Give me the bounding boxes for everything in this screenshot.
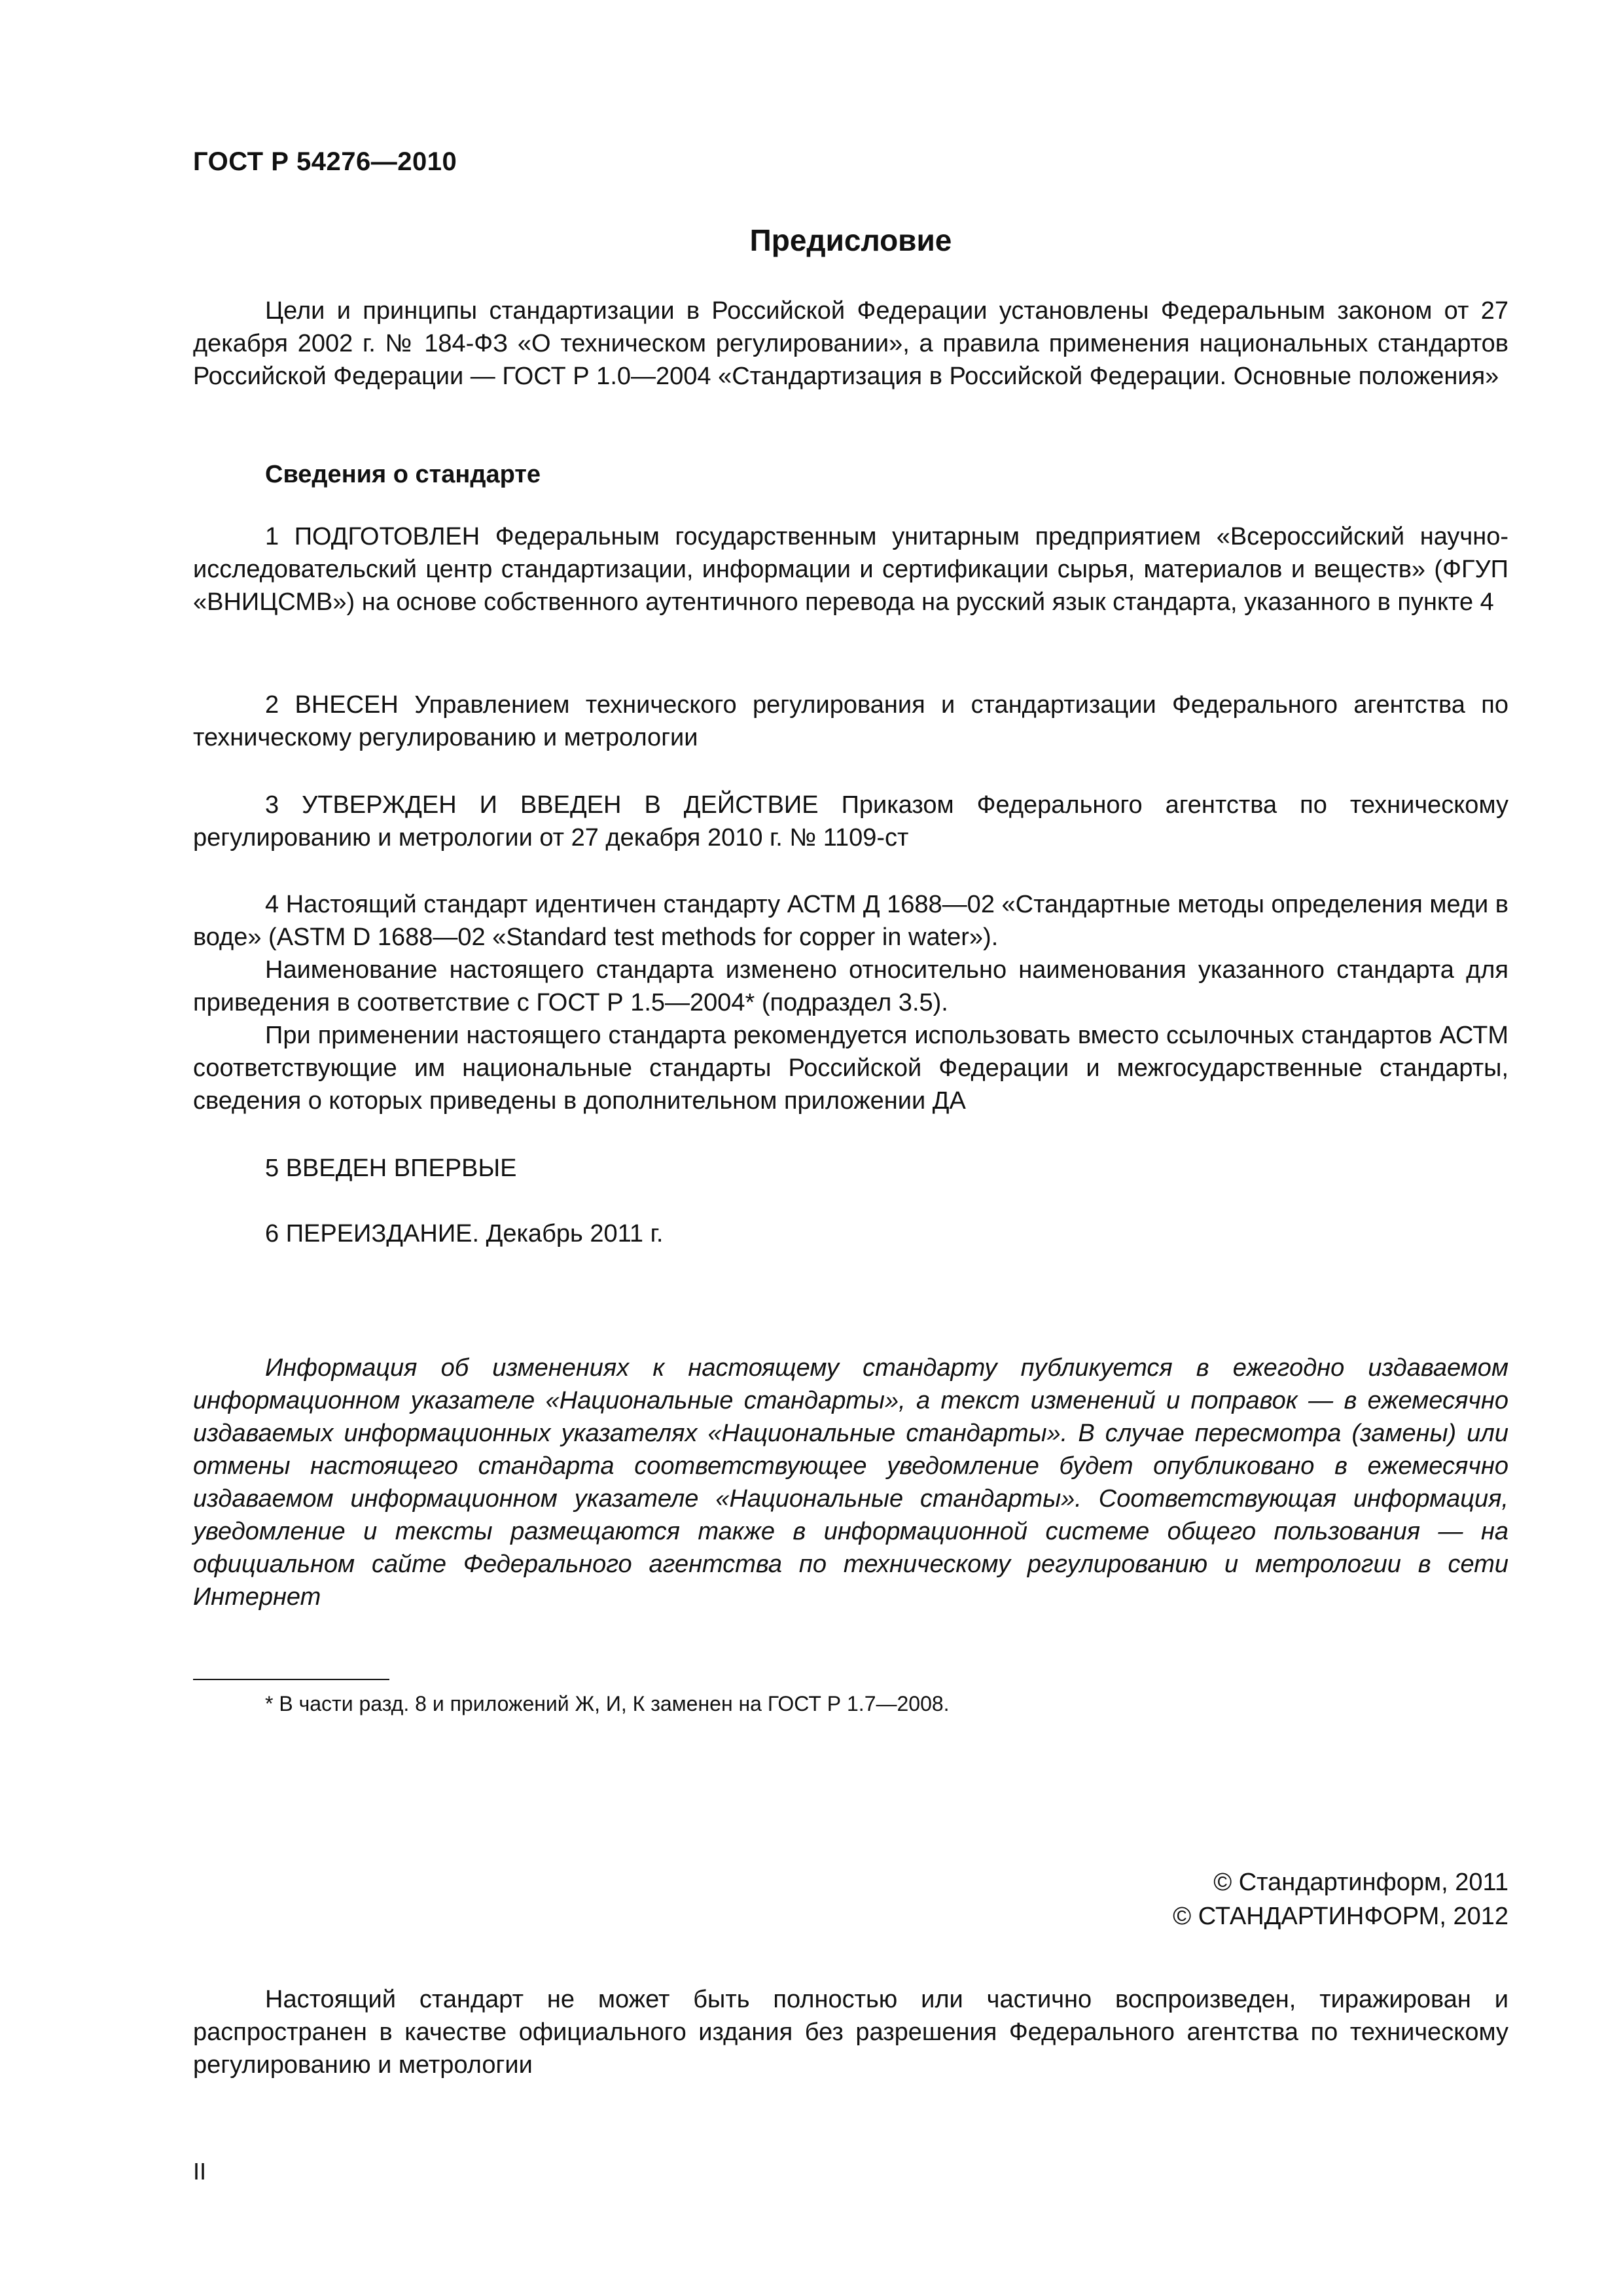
item-3-block bbox=[193, 789, 1508, 854]
item-4-paragraph-2: Наименование настоящего стандарта изменено относительно наименования указанного стандарта для приведения в соответствие с ГОСТ Р 1.5—2004* (подраздел 3.5). bbox=[193, 956, 1508, 1016]
item-1-block bbox=[193, 520, 1508, 619]
copyright-line-2: © СТАНДАРТИНФОРМ, 2012 bbox=[1173, 1903, 1508, 1930]
footnote: * В части разд. 8 и приложений Ж, И, К заменен на ГОСТ Р 1.7—2008. bbox=[265, 1692, 950, 1715]
intro-paragraph: Цели и принципы стандартизации в Российской Федерации установлены Федеральным законом от 27 декабря 2002 г. № 184-ФЗ «О техническом регулировании», а правила применения национальных стандартов Российской Федерации — ГОСТ Р 1.0—2004 «Стандартизация в Российской Федерации. Основные положения» bbox=[193, 297, 1508, 390]
item-4-paragraph-1: 4 Настоящий стандарт идентичен стандарту АСТМ Д 1688—02 «Стандартные методы определения меди в воде» (ASTM D 1688—02 «Standard test methods for copper in water»). bbox=[193, 891, 1508, 951]
page-title: Предисловие bbox=[749, 223, 952, 257]
document-page bbox=[193, 0, 1508, 2296]
reproduction-notice-block bbox=[193, 1983, 1508, 2081]
item-3: 3 УТВЕРЖДЕН И ВВЕДЕН В ДЕЙСТВИЕ Приказом Федерального агентства по техническому регулированию и метрологии от 27 декабря 2010 г. № 1109-ст bbox=[193, 791, 1508, 852]
page-number: II bbox=[193, 2158, 207, 2185]
item-5: 5 ВВЕДЕН ВПЕРВЫЕ bbox=[265, 1155, 517, 1182]
copyright-block bbox=[1173, 1865, 1508, 1933]
section-heading: Сведения о стандарте bbox=[265, 461, 541, 488]
footnote-divider bbox=[193, 1679, 389, 1680]
item-2: 2 ВНЕСЕН Управлением технического регулирования и стандартизации Федерального агентства по техническому регулированию и метрологии bbox=[193, 691, 1508, 751]
item-6: 6 ПЕРЕИЗДАНИЕ. Декабрь 2011 г. bbox=[265, 1220, 664, 1247]
copyright-line-1: © Стандартинформ, 2011 bbox=[1213, 1869, 1508, 1896]
item-2-block bbox=[193, 689, 1508, 754]
intro-block bbox=[193, 295, 1508, 393]
reproduction-notice: Настоящий стандарт не может быть полностью или частично воспроизведен, тиражирован и распространен в качестве официального издания без разрешения Федерального агентства по техническому регулированию и метрологии bbox=[193, 1986, 1508, 2079]
item-6-block bbox=[193, 1217, 1508, 1250]
item-5-block bbox=[193, 1152, 1508, 1185]
info-notice-block bbox=[193, 1352, 1508, 1613]
document-code: ГОСТ Р 54276—2010 bbox=[193, 147, 457, 176]
item-4-paragraph-3: При применении настоящего стандарта рекомендуется использовать вместо ссылочных стандартов АСТМ соответствующие им национальные стандарты Российской Федерации и межгосударственные стандарты, сведения о которых приведены в дополнительном приложении ДА bbox=[193, 1022, 1508, 1115]
info-notice: Информация об изменениях к настоящему стандарту публикуется в ежегодно издаваемом информационном указателе «Национальные стандарты», а текст изменений и поправок — в ежемесячно издаваемых информационных указателях «Национальные стандарты». В случае пересмотра (замены) или отмены настоящего стандарта соответствующее уведомление будет опубликовано в ежемесячно издаваемом информационном указателе «Национальные стандарты». Соответствующая информация, уведомление и тексты размещаются также в информационной системе общего пользования — на официальном сайте Федерального агентства по техническому регулированию и метрологии в сети Интернет bbox=[193, 1354, 1508, 1611]
item-1: 1 ПОДГОТОВЛЕН Федеральным государственным унитарным предприятием «Всероссийский научно-исследовательский центр стандартизации, информации и сертификации сырья, материалов и веществ» (ФГУП «ВНИЦСМВ») на основе собственного аутентичного перевода на русский язык стандарта, указанного в пункте 4 bbox=[193, 523, 1508, 616]
section-heading-block bbox=[193, 458, 1508, 491]
item-4-block bbox=[193, 888, 1508, 1117]
